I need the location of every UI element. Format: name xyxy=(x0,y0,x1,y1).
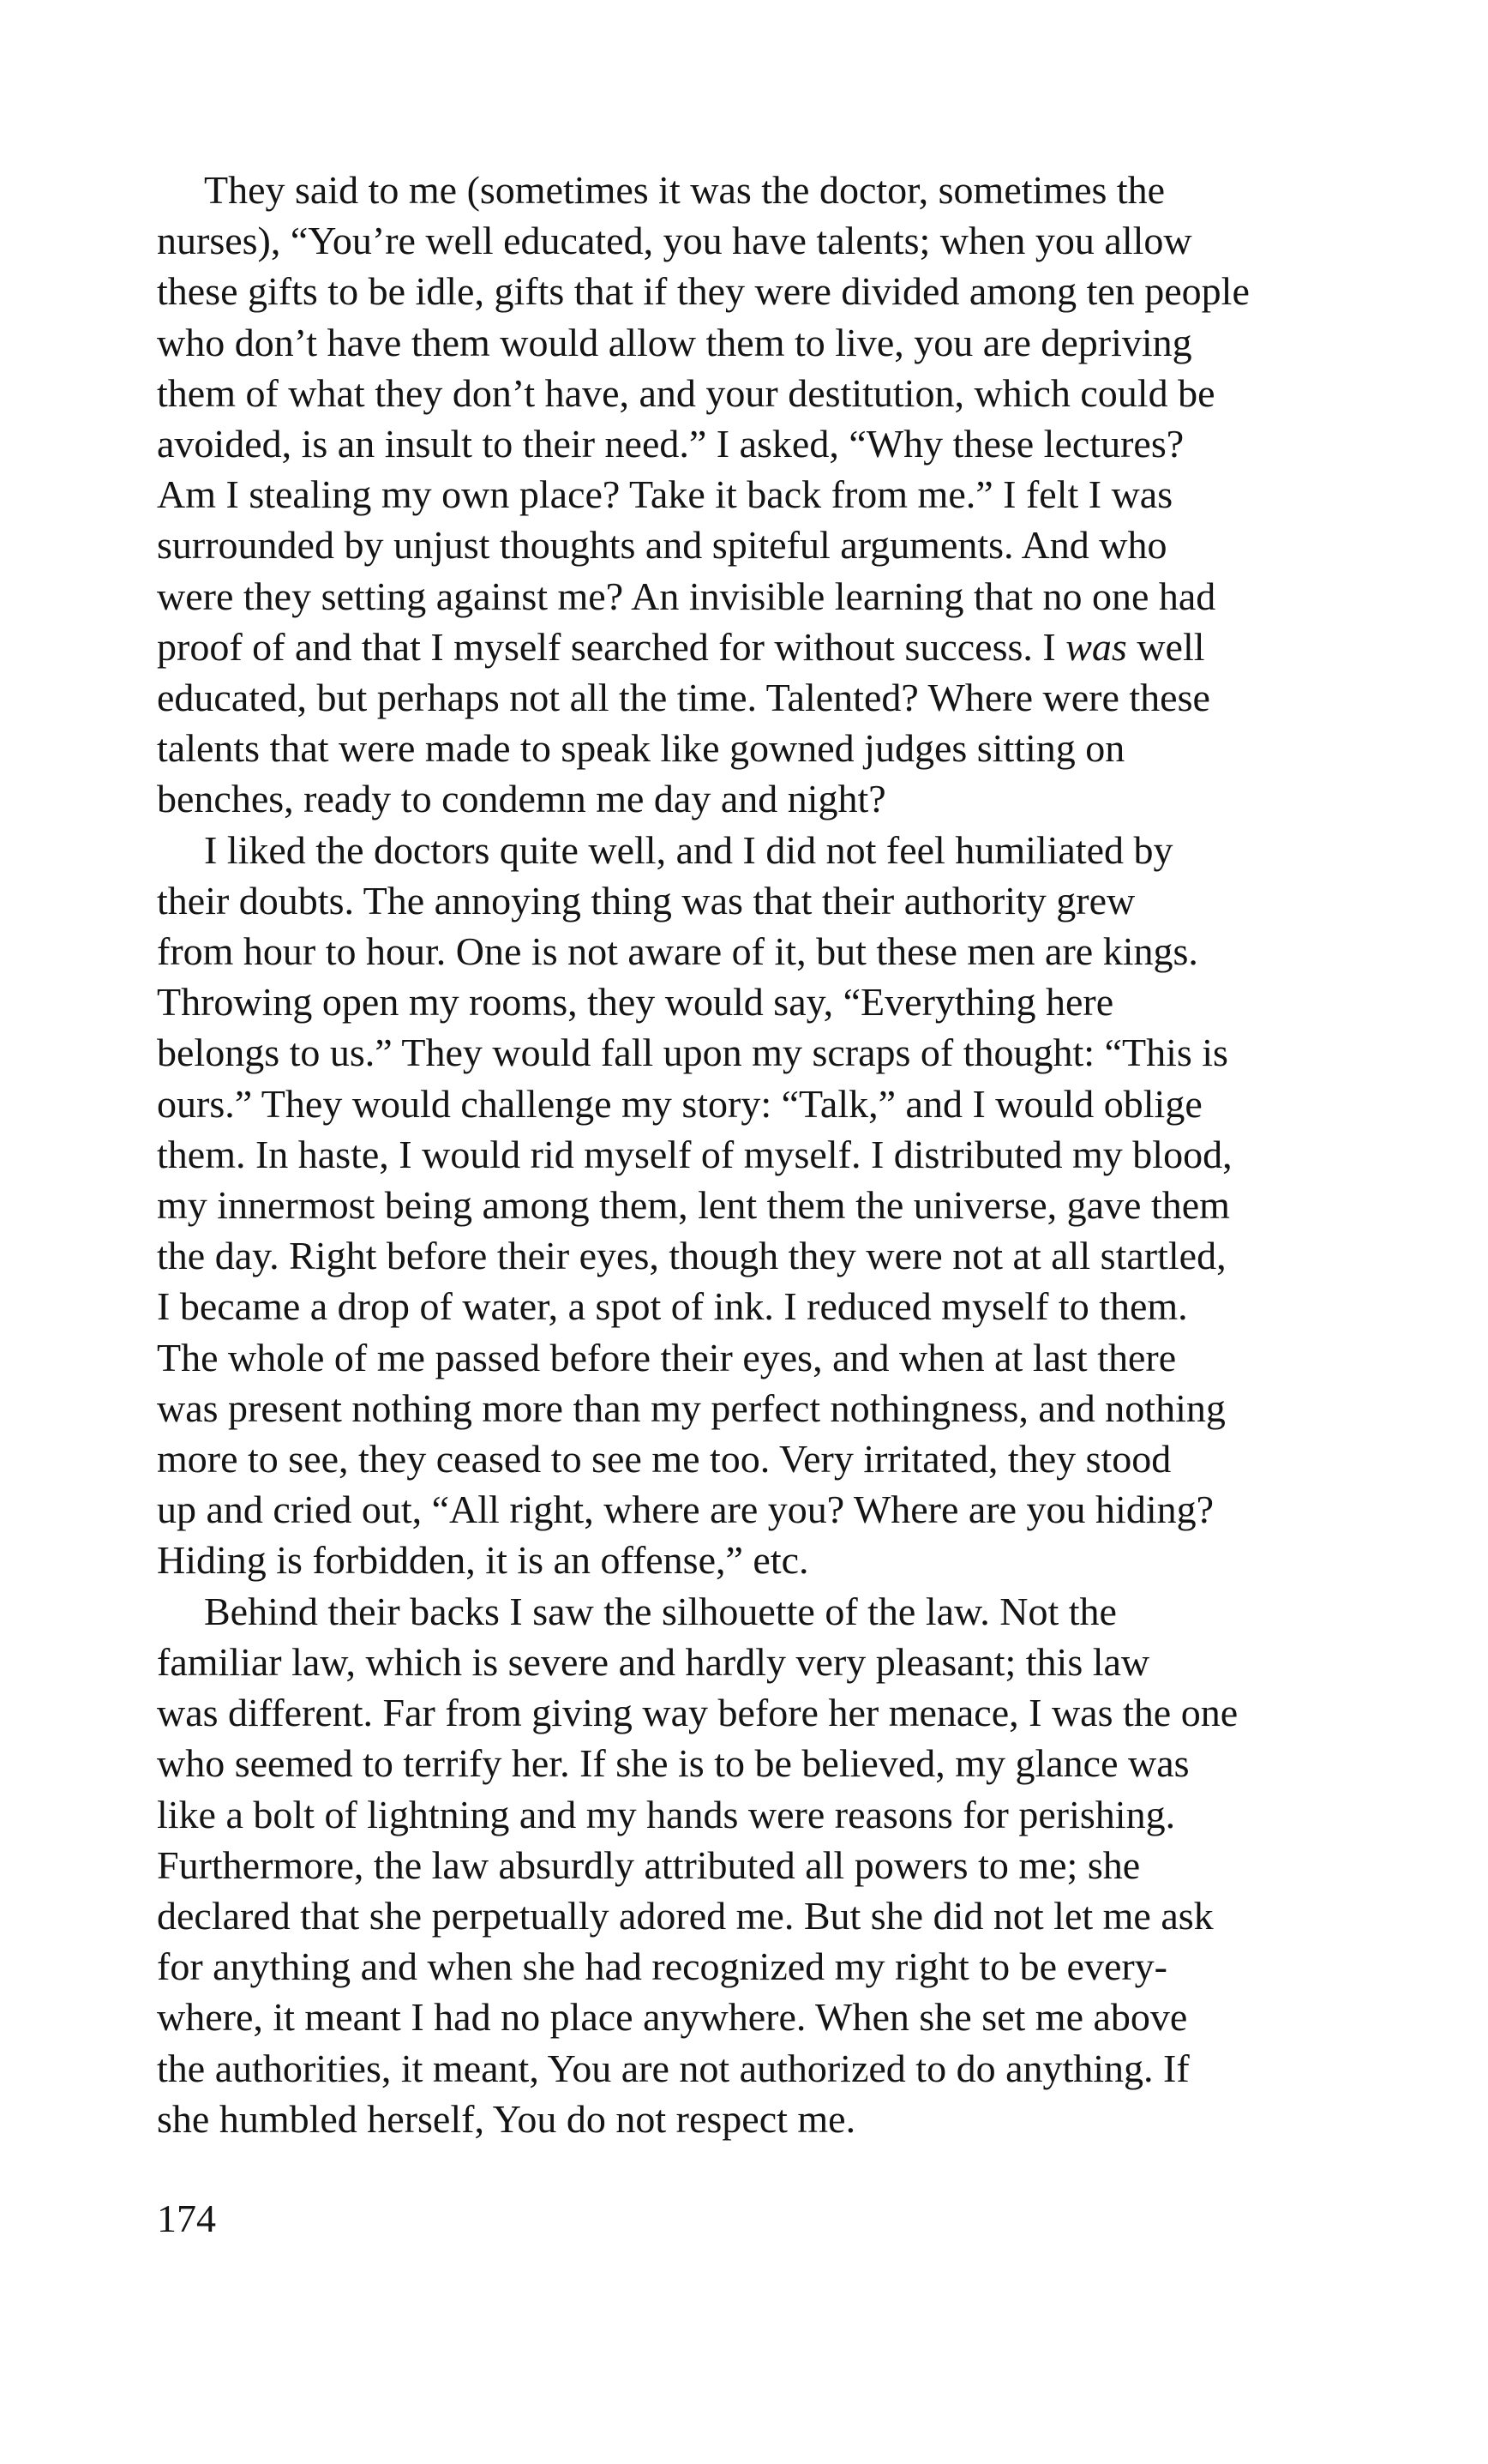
text-line: were they setting against me? An invisible learning that no one had xyxy=(157,574,1216,618)
text-line: Throwing open my rooms, they would say, “Everything here xyxy=(157,980,1114,1025)
text-line: the authorities, it meant, You are not authorized to do anything. If xyxy=(157,2046,1190,2090)
text-line: familiar law, which is severe and hardly very pleasant; this law xyxy=(157,1639,1150,1684)
text-line: up and cried out, “All right, where are you? Where are you hiding? xyxy=(157,1487,1215,1532)
text-line: I became a drop of water, a spot of ink. I reduced myself to them. xyxy=(157,1284,1188,1329)
text-line: Hiding is forbidden, it is an offense,” etc. xyxy=(157,1538,809,1583)
text-line: avoided, is an insult to their need.” I asked, “Why these lectures? xyxy=(157,422,1185,466)
text-line: Behind their backs I saw the silhouette of the law. Not the xyxy=(204,1589,1117,1633)
text-line: them of what they don’t have, and your destitution, which could be xyxy=(157,370,1215,415)
text-line: ours.” They would challenge my story: “Talk,” and I would oblige xyxy=(157,1081,1203,1126)
text-line: who seemed to terrify her. If she is to be believed, my glance was xyxy=(157,1741,1190,1786)
text-line: my innermost being among them, lent them the universe, gave them xyxy=(157,1183,1230,1228)
text-line: them. In haste, I would rid myself of myself. I distributed my blood, xyxy=(157,1132,1233,1176)
text-line: I liked the doctors quite well, and I did not feel humiliated by xyxy=(204,827,1173,872)
text-line: more to see, they ceased to see me too. Very irritated, they stood xyxy=(157,1437,1172,1481)
text-line: proof of and that I myself searched for without success. I was well xyxy=(157,624,1205,669)
text-line: like a bolt of lightning and my hands were reasons for perishing. xyxy=(157,1792,1176,1836)
text-line: They said to me (sometimes it was the doctor, sometimes the xyxy=(204,168,1166,212)
text-line: their doubts. The annoying thing was that their authority grew xyxy=(157,878,1136,922)
body-text xyxy=(157,165,1348,2144)
text-line: she humbled herself, You do not respect me. xyxy=(157,2096,856,2141)
text-line: declared that she perpetually adored me. But she did not let me ask xyxy=(157,1893,1214,1938)
emphasis: was xyxy=(1065,624,1127,669)
text-line: benches, ready to condemn me day and night? xyxy=(157,777,886,821)
text-line: nurses), “You’re well educated, you have talents; when you allow xyxy=(157,219,1192,263)
text-line: Furthermore, the law absurdly attributed all powers to me; she xyxy=(157,1842,1141,1887)
text-line: who don’t have them would allow them to live, you are depriving xyxy=(157,320,1192,364)
text-line: The whole of me passed before their eyes, and when at last there xyxy=(157,1335,1177,1379)
text-line: the day. Right before their eyes, though they were not at all startled, xyxy=(157,1234,1227,1278)
text-line: surrounded by unjust thoughts and spiteful arguments. And who xyxy=(157,523,1167,568)
text-line: where, it meant I had no place anywhere. When she set me above xyxy=(157,1995,1188,2040)
text-line: belongs to us.” They would fall upon my scraps of thought: “This is xyxy=(157,1031,1228,1075)
text-line: was present nothing more than my perfect nothingness, and nothing xyxy=(157,1385,1226,1430)
text-line: educated, but perhaps not all the time. Talented? Where were these xyxy=(157,676,1210,720)
text-line: for anything and when she had recognized my right to be every- xyxy=(157,1944,1167,1989)
text-line: these gifts to be idle, gifts that if they were divided among ten people xyxy=(157,269,1250,314)
page-number: 174 xyxy=(157,2197,216,2240)
text-line: from hour to hour. One is not aware of it, but these men are kings. xyxy=(157,929,1198,974)
text-line: talents that were made to speak like gowned judges sitting on xyxy=(157,726,1125,771)
text-line: was different. Far from giving way before her menace, I was the one xyxy=(157,1691,1239,1735)
text-line: Am I stealing my own place? Take it back from me.” I felt I was xyxy=(157,472,1173,517)
